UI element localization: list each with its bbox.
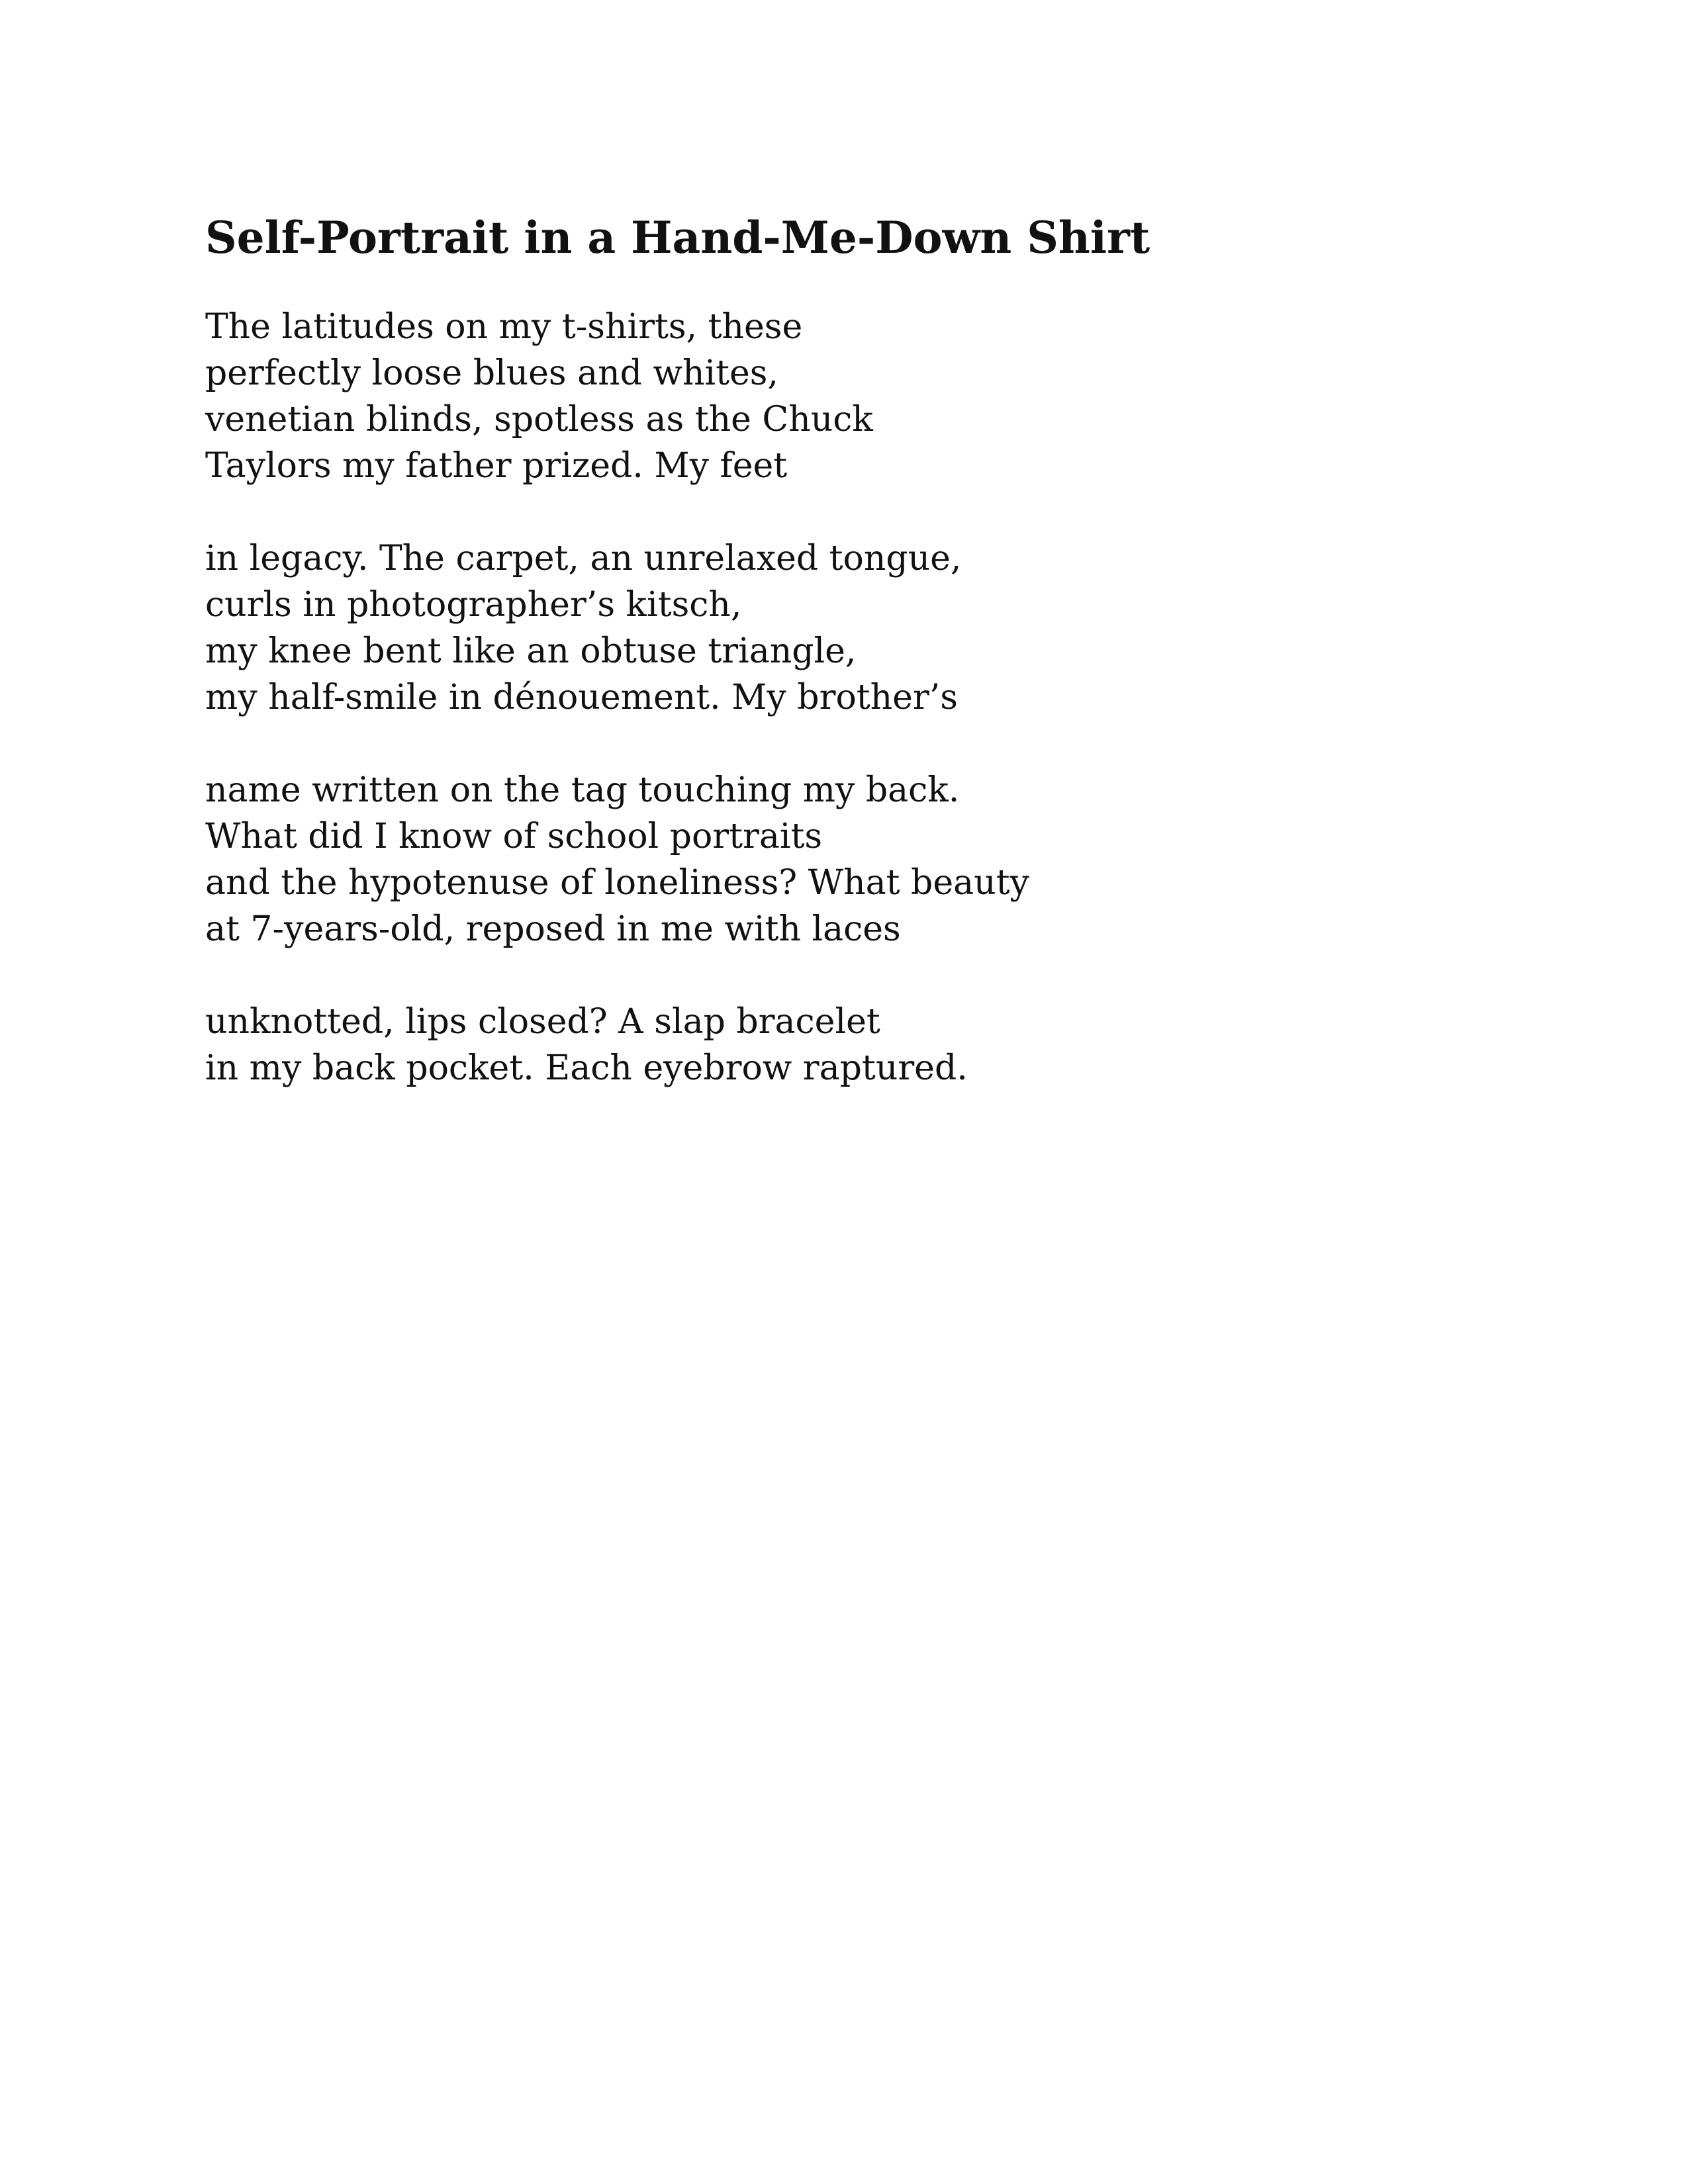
poem-body	[205, 304, 1463, 1091]
poem-line: in legacy. The carpet, an unrelaxed tongue,	[205, 539, 962, 579]
stanza-4	[205, 999, 1463, 1091]
stanza-2	[205, 535, 1463, 721]
poem-line: unknotted, lips closed? A slap bracelet	[205, 1002, 880, 1042]
poem-line: my half-smile in dénouement. My brother’s	[205, 678, 958, 718]
stanza-1	[205, 304, 1463, 489]
stanza-3	[205, 767, 1463, 952]
poem-line: venetian blinds, spotless as the Chuck	[205, 400, 873, 440]
poem-line: What did I know of school portraits	[205, 817, 823, 857]
poem-line: perfectly loose blues and whites,	[205, 353, 778, 394]
poem-line: The latitudes on my t-shirts, these	[205, 307, 803, 347]
poem-line: at 7-years-old, reposed in me with laces	[205, 909, 901, 950]
poem-line: curls in photographer’s kitsch,	[205, 585, 742, 625]
poem-container	[205, 212, 1463, 1138]
poem-title: Self-Portrait in a Hand-Me-Down Shirt	[205, 212, 1150, 263]
poem-line: name written on the tag touching my back.	[205, 770, 960, 811]
poem-line: and the hypotenuse of loneliness? What beauty	[205, 863, 1029, 903]
poem-line: Taylors my father prized. My feet	[205, 446, 788, 486]
poem-line: in my back pocket. Each eyebrow raptured.	[205, 1048, 968, 1089]
poem-line: my knee bent like an obtuse triangle,	[205, 631, 857, 672]
